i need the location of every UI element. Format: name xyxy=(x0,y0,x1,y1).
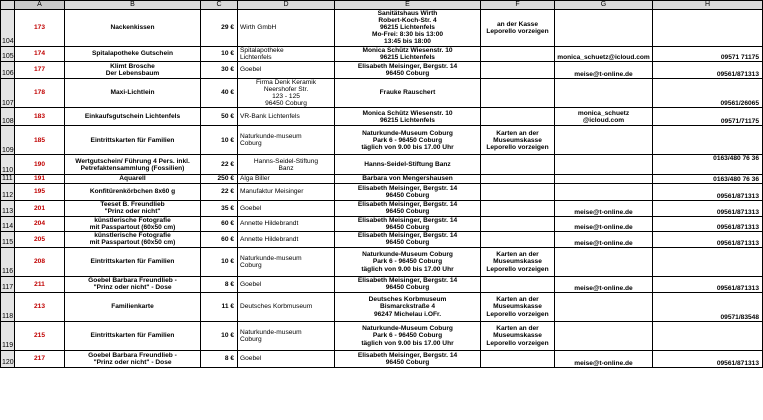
row-header[interactable]: 116 xyxy=(1,247,15,276)
cell-d[interactable] xyxy=(238,231,335,247)
cell-d-text: Hanns-Seidel-Stiftung Banz xyxy=(253,157,319,172)
table-row xyxy=(1,276,763,292)
cell-h-text: 09561/871313 xyxy=(716,192,759,200)
cell-e-text: Naturkunde-Museum Coburg Park 6 - 96450 Coburg täglich von 9.00 bis 17.00 Uhr xyxy=(361,129,454,151)
cell-b-text: Nackenkissen xyxy=(110,24,155,32)
cell-b[interactable] xyxy=(65,155,201,175)
cell-b[interactable] xyxy=(65,350,201,367)
cell-d-text: Goebel xyxy=(240,66,262,74)
cell-f-text: Karten an der Museumskasse Leporello vorzeigen xyxy=(486,129,549,151)
cell-c-text: 10 € xyxy=(221,136,234,144)
cell-h-text: 09561/871313 xyxy=(716,284,759,292)
cell-d-text: Naturkunde-museum Coburg xyxy=(240,328,302,343)
cell-h[interactable] xyxy=(653,247,763,276)
cell-a-text: 177 xyxy=(33,66,45,74)
cell-a[interactable] xyxy=(15,10,65,47)
cell-a-text: 217 xyxy=(33,355,45,363)
row-header[interactable]: 117 xyxy=(1,276,15,292)
cell-e[interactable] xyxy=(335,10,481,47)
cell-h[interactable] xyxy=(653,350,763,367)
cell-a[interactable] xyxy=(15,247,65,276)
column-header-d[interactable]: D xyxy=(238,1,335,10)
table-row xyxy=(1,200,763,216)
cell-e-text: Monica Schütz Wiesenstr. 10 96215 Lichtenfels xyxy=(362,109,453,124)
cell-b[interactable] xyxy=(65,10,201,47)
cell-a-text: 174 xyxy=(33,50,45,58)
cell-a[interactable] xyxy=(15,292,65,321)
cell-h[interactable] xyxy=(653,321,763,350)
cell-d-text: Alga Biller xyxy=(240,175,270,183)
cell-f[interactable] xyxy=(481,247,555,276)
cell-b-text: Teeset B. Freundlieb "Prinz oder nicht" xyxy=(100,201,165,216)
row-header[interactable]: 106 xyxy=(1,61,15,78)
cell-a[interactable] xyxy=(15,231,65,247)
cell-h-text: 09561/871313 xyxy=(716,208,759,216)
grid-body xyxy=(1,10,763,368)
cell-b-text: Spitalapotheke Gutschein xyxy=(92,50,173,58)
column-header-a[interactable]: A xyxy=(15,1,65,10)
cell-g-text: meise@t-online.de xyxy=(574,208,633,216)
cell-d-text: Deutsches Korbmuseum xyxy=(240,303,313,311)
cell-c[interactable] xyxy=(201,350,238,367)
cell-h-text: 09571/71175 xyxy=(720,118,759,126)
cell-d[interactable] xyxy=(238,183,335,200)
cell-e-text: Elisabeth Meisinger, Bergstr. 14 96450 Coburg xyxy=(357,62,458,77)
table-row xyxy=(1,350,763,367)
cell-g[interactable] xyxy=(555,78,653,107)
cell-e[interactable] xyxy=(335,155,481,175)
cell-g[interactable] xyxy=(555,231,653,247)
row-header[interactable]: 109 xyxy=(1,126,15,155)
cell-c-text: 10 € xyxy=(221,332,234,340)
cell-d[interactable] xyxy=(238,175,335,184)
cell-c[interactable] xyxy=(201,247,238,276)
cell-f-text: Karten an der Museumskasse Leporello vorzeigen xyxy=(486,296,549,318)
cell-a[interactable] xyxy=(15,350,65,367)
cell-a[interactable] xyxy=(15,155,65,175)
cell-d[interactable] xyxy=(238,61,335,78)
cell-h-text: 0163/480 76 36 xyxy=(713,175,759,183)
cell-f[interactable] xyxy=(481,155,555,175)
cell-a-text: 183 xyxy=(33,113,45,121)
row-header[interactable]: 105 xyxy=(1,46,15,61)
cell-e[interactable] xyxy=(335,292,481,321)
cell-g[interactable] xyxy=(555,61,653,78)
cell-b-text: Einkaufsgutschein Lichtenfels xyxy=(84,113,181,121)
cell-f[interactable] xyxy=(481,175,555,184)
table-row xyxy=(1,292,763,321)
cell-h[interactable] xyxy=(653,183,763,200)
table-row xyxy=(1,126,763,155)
cell-c-text: 22 € xyxy=(221,161,234,169)
cell-c-text: 11 € xyxy=(221,303,234,311)
cell-e[interactable] xyxy=(335,247,481,276)
cell-b[interactable] xyxy=(65,61,201,78)
column-header-h[interactable]: H xyxy=(653,1,763,10)
cell-c-text: 35 € xyxy=(221,204,234,212)
cell-c-text: 60 € xyxy=(221,235,234,243)
cell-d[interactable] xyxy=(238,46,335,61)
cell-h[interactable] xyxy=(653,200,763,216)
cell-g[interactable] xyxy=(555,200,653,216)
row-header[interactable]: 108 xyxy=(1,108,15,126)
cell-g[interactable] xyxy=(555,321,653,350)
cell-f[interactable] xyxy=(481,61,555,78)
cell-e-text: Elisabeth Meisinger, Bergstr. 14 96450 Coburg xyxy=(357,277,458,292)
cell-d[interactable] xyxy=(238,321,335,350)
cell-e[interactable] xyxy=(335,350,481,367)
cell-e[interactable] xyxy=(335,175,481,184)
cell-d[interactable] xyxy=(238,126,335,155)
cell-a[interactable] xyxy=(15,216,65,231)
cell-a[interactable] xyxy=(15,183,65,200)
cell-e[interactable] xyxy=(335,200,481,216)
cell-b[interactable] xyxy=(65,321,201,350)
cell-c[interactable] xyxy=(201,78,238,107)
cell-h[interactable] xyxy=(653,46,763,61)
cell-a-text: 205 xyxy=(33,235,45,243)
cell-a[interactable] xyxy=(15,108,65,126)
cell-b[interactable] xyxy=(65,200,201,216)
cell-d[interactable] xyxy=(238,155,335,175)
cell-a[interactable] xyxy=(15,126,65,155)
cell-b-text: Eintrittskarten für Familien xyxy=(90,258,175,266)
cell-b-text: Maxi-Lichtlein xyxy=(110,89,155,97)
cell-h[interactable] xyxy=(653,292,763,321)
cell-c-text: 8 € xyxy=(224,280,234,288)
cell-a-text: 213 xyxy=(33,303,45,311)
cell-c[interactable] xyxy=(201,276,238,292)
cell-d-text: Naturkunde-museum Coburg xyxy=(240,133,302,148)
cell-e[interactable] xyxy=(335,231,481,247)
row-header[interactable]: 107 xyxy=(1,78,15,107)
table-row xyxy=(1,175,763,184)
cell-e-text: Elisabeth Meisinger, Bergstr. 14 96450 Coburg xyxy=(357,216,458,231)
cell-a-text: 185 xyxy=(33,136,45,144)
cell-g-text: monica_schuetz @icloud.com xyxy=(577,109,630,124)
cell-a[interactable] xyxy=(15,61,65,78)
cell-a-text: 191 xyxy=(33,175,45,183)
cell-e-text: Barbara von Mengershausen xyxy=(362,175,453,183)
table-row xyxy=(1,321,763,350)
cell-f[interactable] xyxy=(481,321,555,350)
cell-g-text: meise@t-online.de xyxy=(574,223,633,231)
cell-e-text: Elisabeth Meisinger, Bergstr. 14 96450 Coburg xyxy=(357,351,458,366)
table-row xyxy=(1,108,763,126)
cell-h[interactable] xyxy=(653,10,763,47)
cell-h-text: 09571 71175 xyxy=(720,53,759,61)
row-header[interactable]: 112 xyxy=(1,183,15,200)
cell-f[interactable] xyxy=(481,350,555,367)
cell-c-text: 60 € xyxy=(221,220,234,228)
cell-b[interactable] xyxy=(65,126,201,155)
cell-g[interactable] xyxy=(555,46,653,61)
cell-a-text: 211 xyxy=(34,280,45,288)
cell-d[interactable] xyxy=(238,108,335,126)
cell-f-text: Karten an der Museumskasse Leporello vorzeigen xyxy=(486,325,549,347)
cell-e-text: Sanitätshaus Wirth Robert-Koch-Str. 4 96215 Lichtenfels Mo-Frei: 8:30 bis 13:00 13:45 bis 18:00 xyxy=(371,10,444,46)
cell-g[interactable] xyxy=(555,175,653,184)
cell-d-text: Spitalapotheke Lichtenfels xyxy=(240,46,284,61)
table-row xyxy=(1,61,763,78)
table-row xyxy=(1,231,763,247)
cell-b-text: Goebel Barbara Freundlieb - "Prinz oder nicht" - Dose xyxy=(88,277,177,292)
cell-f[interactable] xyxy=(481,200,555,216)
cell-h[interactable] xyxy=(653,231,763,247)
column-header-f[interactable]: F xyxy=(481,1,555,10)
cell-f[interactable] xyxy=(481,46,555,61)
cell-f[interactable] xyxy=(481,10,555,47)
cell-g[interactable] xyxy=(555,183,653,200)
cell-e[interactable] xyxy=(335,46,481,61)
cell-e-text: Deutsches Korbmuseum Bismarckstraße 4 96247 Michelau i.OFr. xyxy=(368,296,447,318)
row-header[interactable]: 113 xyxy=(1,200,15,216)
cell-e-text: Naturkunde-Museum Coburg Park 6 - 96450 Coburg täglich von 9.00 bis 17.00 Uhr xyxy=(361,325,454,347)
cell-f-text: Karten an der Museumskasse Leporello vorzeigen xyxy=(486,251,549,273)
cell-b-text: Klimt Brosche Der Lebensbaum xyxy=(105,62,160,77)
row-header[interactable]: 118 xyxy=(1,292,15,321)
cell-b[interactable] xyxy=(65,183,201,200)
cell-h-text: 09561/871313 xyxy=(716,239,759,247)
cell-a-text: 201 xyxy=(33,204,45,212)
cell-b[interactable] xyxy=(65,78,201,107)
cell-a-text: 173 xyxy=(33,24,45,32)
cell-g-text: monica_schuetz@icloud.com xyxy=(557,53,650,61)
cell-d[interactable] xyxy=(238,200,335,216)
cell-b[interactable] xyxy=(65,292,201,321)
cell-b[interactable] xyxy=(65,247,201,276)
cell-a-text: 208 xyxy=(33,258,45,266)
cell-g[interactable] xyxy=(555,155,653,175)
cell-f[interactable] xyxy=(481,231,555,247)
cell-h-text: 09561/26065 xyxy=(720,100,759,108)
cell-c[interactable] xyxy=(201,321,238,350)
cell-d[interactable] xyxy=(238,350,335,367)
cell-f[interactable] xyxy=(481,276,555,292)
cell-f[interactable] xyxy=(481,126,555,155)
cell-e-text: Elisabeth Meisinger, Bergstr. 14 96450 Coburg xyxy=(357,184,458,199)
cell-d-text: Goebel xyxy=(240,280,262,288)
cell-g[interactable] xyxy=(555,126,653,155)
cell-a[interactable] xyxy=(15,78,65,107)
cell-c[interactable] xyxy=(201,292,238,321)
cell-a[interactable] xyxy=(15,200,65,216)
cell-b[interactable] xyxy=(65,231,201,247)
cell-e[interactable] xyxy=(335,61,481,78)
cell-e-text: Naturkunde-Museum Coburg Park 6 - 96450 Coburg täglich von 9.00 bis 17.00 Uhr xyxy=(361,251,454,273)
cell-g[interactable] xyxy=(555,108,653,126)
cell-a-text: 178 xyxy=(33,89,45,97)
cell-d[interactable] xyxy=(238,78,335,107)
cell-d[interactable] xyxy=(238,292,335,321)
cell-c[interactable] xyxy=(201,61,238,78)
cell-d-text: Annette Hildebrandt xyxy=(240,220,299,228)
cell-b[interactable] xyxy=(65,276,201,292)
cell-g[interactable] xyxy=(555,292,653,321)
cell-c[interactable] xyxy=(201,46,238,61)
cell-e-text: Monica Schütz Wiesenstr. 10 96215 Lichtenfels xyxy=(362,46,453,61)
cell-a-text: 215 xyxy=(33,332,45,340)
cell-d[interactable] xyxy=(238,216,335,231)
cell-c[interactable] xyxy=(201,155,238,175)
row-header[interactable]: 111 xyxy=(2,175,13,183)
select-all-corner[interactable] xyxy=(1,1,15,10)
cell-h-text: 09561/871313 xyxy=(716,70,759,78)
row-header[interactable]: 104 xyxy=(1,10,15,47)
cell-h[interactable] xyxy=(653,78,763,107)
table-row xyxy=(1,183,763,200)
cell-f[interactable] xyxy=(481,216,555,231)
cell-g[interactable] xyxy=(555,350,653,367)
cell-f[interactable] xyxy=(481,292,555,321)
cell-d-text: Manufaktur Meisinger xyxy=(240,188,304,196)
column-header-b[interactable]: B xyxy=(65,1,201,10)
row-header[interactable]: 119 xyxy=(1,321,15,350)
cell-h-text: 09571/83548 xyxy=(720,313,759,321)
cell-e[interactable] xyxy=(335,108,481,126)
cell-c[interactable] xyxy=(201,175,238,184)
table-row xyxy=(1,10,763,47)
cell-c[interactable] xyxy=(201,10,238,47)
cell-c-text: 22 € xyxy=(221,188,234,196)
cell-b-text: Goebel Barbara Freundlieb - "Prinz oder nicht" - Dose xyxy=(88,351,177,366)
table-row xyxy=(1,247,763,276)
cell-a[interactable] xyxy=(15,321,65,350)
row-header[interactable]: 115 xyxy=(1,231,15,247)
cell-f[interactable] xyxy=(481,108,555,126)
cell-c[interactable] xyxy=(201,183,238,200)
row-header[interactable]: 110 xyxy=(1,155,15,175)
cell-c-text: 8 € xyxy=(224,355,234,363)
cell-e[interactable] xyxy=(335,216,481,231)
table-row xyxy=(1,78,763,107)
cell-g-text: meise@t-online.de xyxy=(574,359,633,367)
cell-d-text: Goebel xyxy=(240,204,262,212)
cell-e[interactable] xyxy=(335,126,481,155)
cell-d-text: Firma Denk Keramik Neershofer Str. 123 - 125 96450 Coburg xyxy=(255,78,317,108)
cell-e[interactable] xyxy=(335,183,481,200)
cell-c-text: 10 € xyxy=(221,258,234,266)
cell-c-text: 40 € xyxy=(221,89,234,97)
column-header-c[interactable]: C xyxy=(201,1,238,10)
cell-c[interactable] xyxy=(201,108,238,126)
cell-c[interactable] xyxy=(201,216,238,231)
cell-c-text: 50 € xyxy=(221,113,234,121)
cell-c[interactable] xyxy=(201,126,238,155)
cell-d[interactable] xyxy=(238,276,335,292)
cell-e[interactable] xyxy=(335,78,481,107)
cell-e-text: Hanns-Seidel-Stiftung Banz xyxy=(364,161,451,169)
cell-a-text: 204 xyxy=(33,220,45,228)
cell-h[interactable] xyxy=(653,276,763,292)
column-header-row xyxy=(1,1,763,10)
cell-d-text: Naturkunde-museum Coburg xyxy=(240,254,302,269)
cell-b-text: Eintrittskarten für Familien xyxy=(90,332,175,340)
cell-c-text: 250 € xyxy=(217,175,234,183)
column-header-g[interactable]: G xyxy=(555,1,653,10)
cell-h[interactable] xyxy=(653,155,763,175)
cell-g-text: meise@t-online.de xyxy=(574,239,633,247)
cell-d-text: Wirth GmbH xyxy=(240,24,277,32)
cell-c[interactable] xyxy=(201,200,238,216)
cell-a[interactable] xyxy=(15,276,65,292)
cell-d[interactable] xyxy=(238,10,335,47)
table-row xyxy=(1,155,763,175)
cell-c[interactable] xyxy=(201,231,238,247)
cell-c-text: 10 € xyxy=(221,50,234,58)
cell-e-text: Elisabeth Meisinger, Bergstr. 14 96450 Coburg xyxy=(357,201,458,216)
cell-g[interactable] xyxy=(555,216,653,231)
column-header-e[interactable]: E xyxy=(335,1,481,10)
cell-h[interactable] xyxy=(653,108,763,126)
cell-g-text: meise@t-online.de xyxy=(574,70,633,78)
cell-a-text: 195 xyxy=(33,188,45,196)
cell-c-text: 30 € xyxy=(221,66,234,74)
cell-h-text: 09561/871313 xyxy=(716,359,759,367)
cell-b-text: künstlerische Fotografie mit Passpartout (60x50 cm) xyxy=(89,216,176,231)
cell-h[interactable] xyxy=(653,61,763,78)
cell-f[interactable] xyxy=(481,78,555,107)
row-header[interactable]: 120 xyxy=(1,350,15,367)
cell-g[interactable] xyxy=(555,276,653,292)
cell-h-text: 0163/480 76 36 xyxy=(713,155,759,163)
cell-e-text: Frauke Rauschert xyxy=(379,89,436,97)
cell-g[interactable] xyxy=(555,10,653,47)
cell-f[interactable] xyxy=(481,183,555,200)
cell-c-text: 29 € xyxy=(221,24,234,32)
cell-d[interactable] xyxy=(238,247,335,276)
cell-g[interactable] xyxy=(555,247,653,276)
cell-b[interactable] xyxy=(65,108,201,126)
cell-b[interactable] xyxy=(65,216,201,231)
table-row xyxy=(1,216,763,231)
cell-b-text: Konfitürenkörbchen 8x60 g xyxy=(89,188,176,196)
cell-d-text: Annette Hildebrandt xyxy=(240,235,299,243)
cell-e[interactable] xyxy=(335,276,481,292)
cell-a-text: 190 xyxy=(33,161,45,169)
cell-h[interactable] xyxy=(653,216,763,231)
cell-f-text: an der Kasse Leporello vorzeigen xyxy=(486,20,549,35)
cell-e-text: Elisabeth Meisinger, Bergstr. 14 96450 Coburg xyxy=(357,232,458,247)
cell-b-text: künstlerische Fotografie mit Passpartout (60x50 cm) xyxy=(89,232,176,247)
cell-b-text: Wertgutschein/ Führung 4 Pers. inkl. Petrefaktensammlung (Fossilien) xyxy=(75,157,190,172)
cell-a[interactable] xyxy=(15,175,65,184)
row-header[interactable]: 114 xyxy=(1,216,15,231)
cell-b[interactable] xyxy=(65,46,201,61)
table-row xyxy=(1,46,763,61)
cell-a[interactable] xyxy=(15,46,65,61)
cell-b-text: Familienkarte xyxy=(111,303,154,311)
cell-b-text: Aquarell xyxy=(119,175,146,183)
cell-d-text: VR-Bank Lichtenfels xyxy=(240,113,300,121)
cell-b[interactable] xyxy=(65,175,201,184)
cell-d-text: Goebel xyxy=(240,355,262,363)
cell-e[interactable] xyxy=(335,321,481,350)
cell-b-text: Eintrittskarten für Familien xyxy=(90,136,175,144)
cell-h[interactable] xyxy=(653,175,763,184)
cell-h-text: 09561/871313 xyxy=(716,223,759,231)
cell-h[interactable] xyxy=(653,126,763,155)
cell-g-text: meise@t-online.de xyxy=(574,284,633,292)
